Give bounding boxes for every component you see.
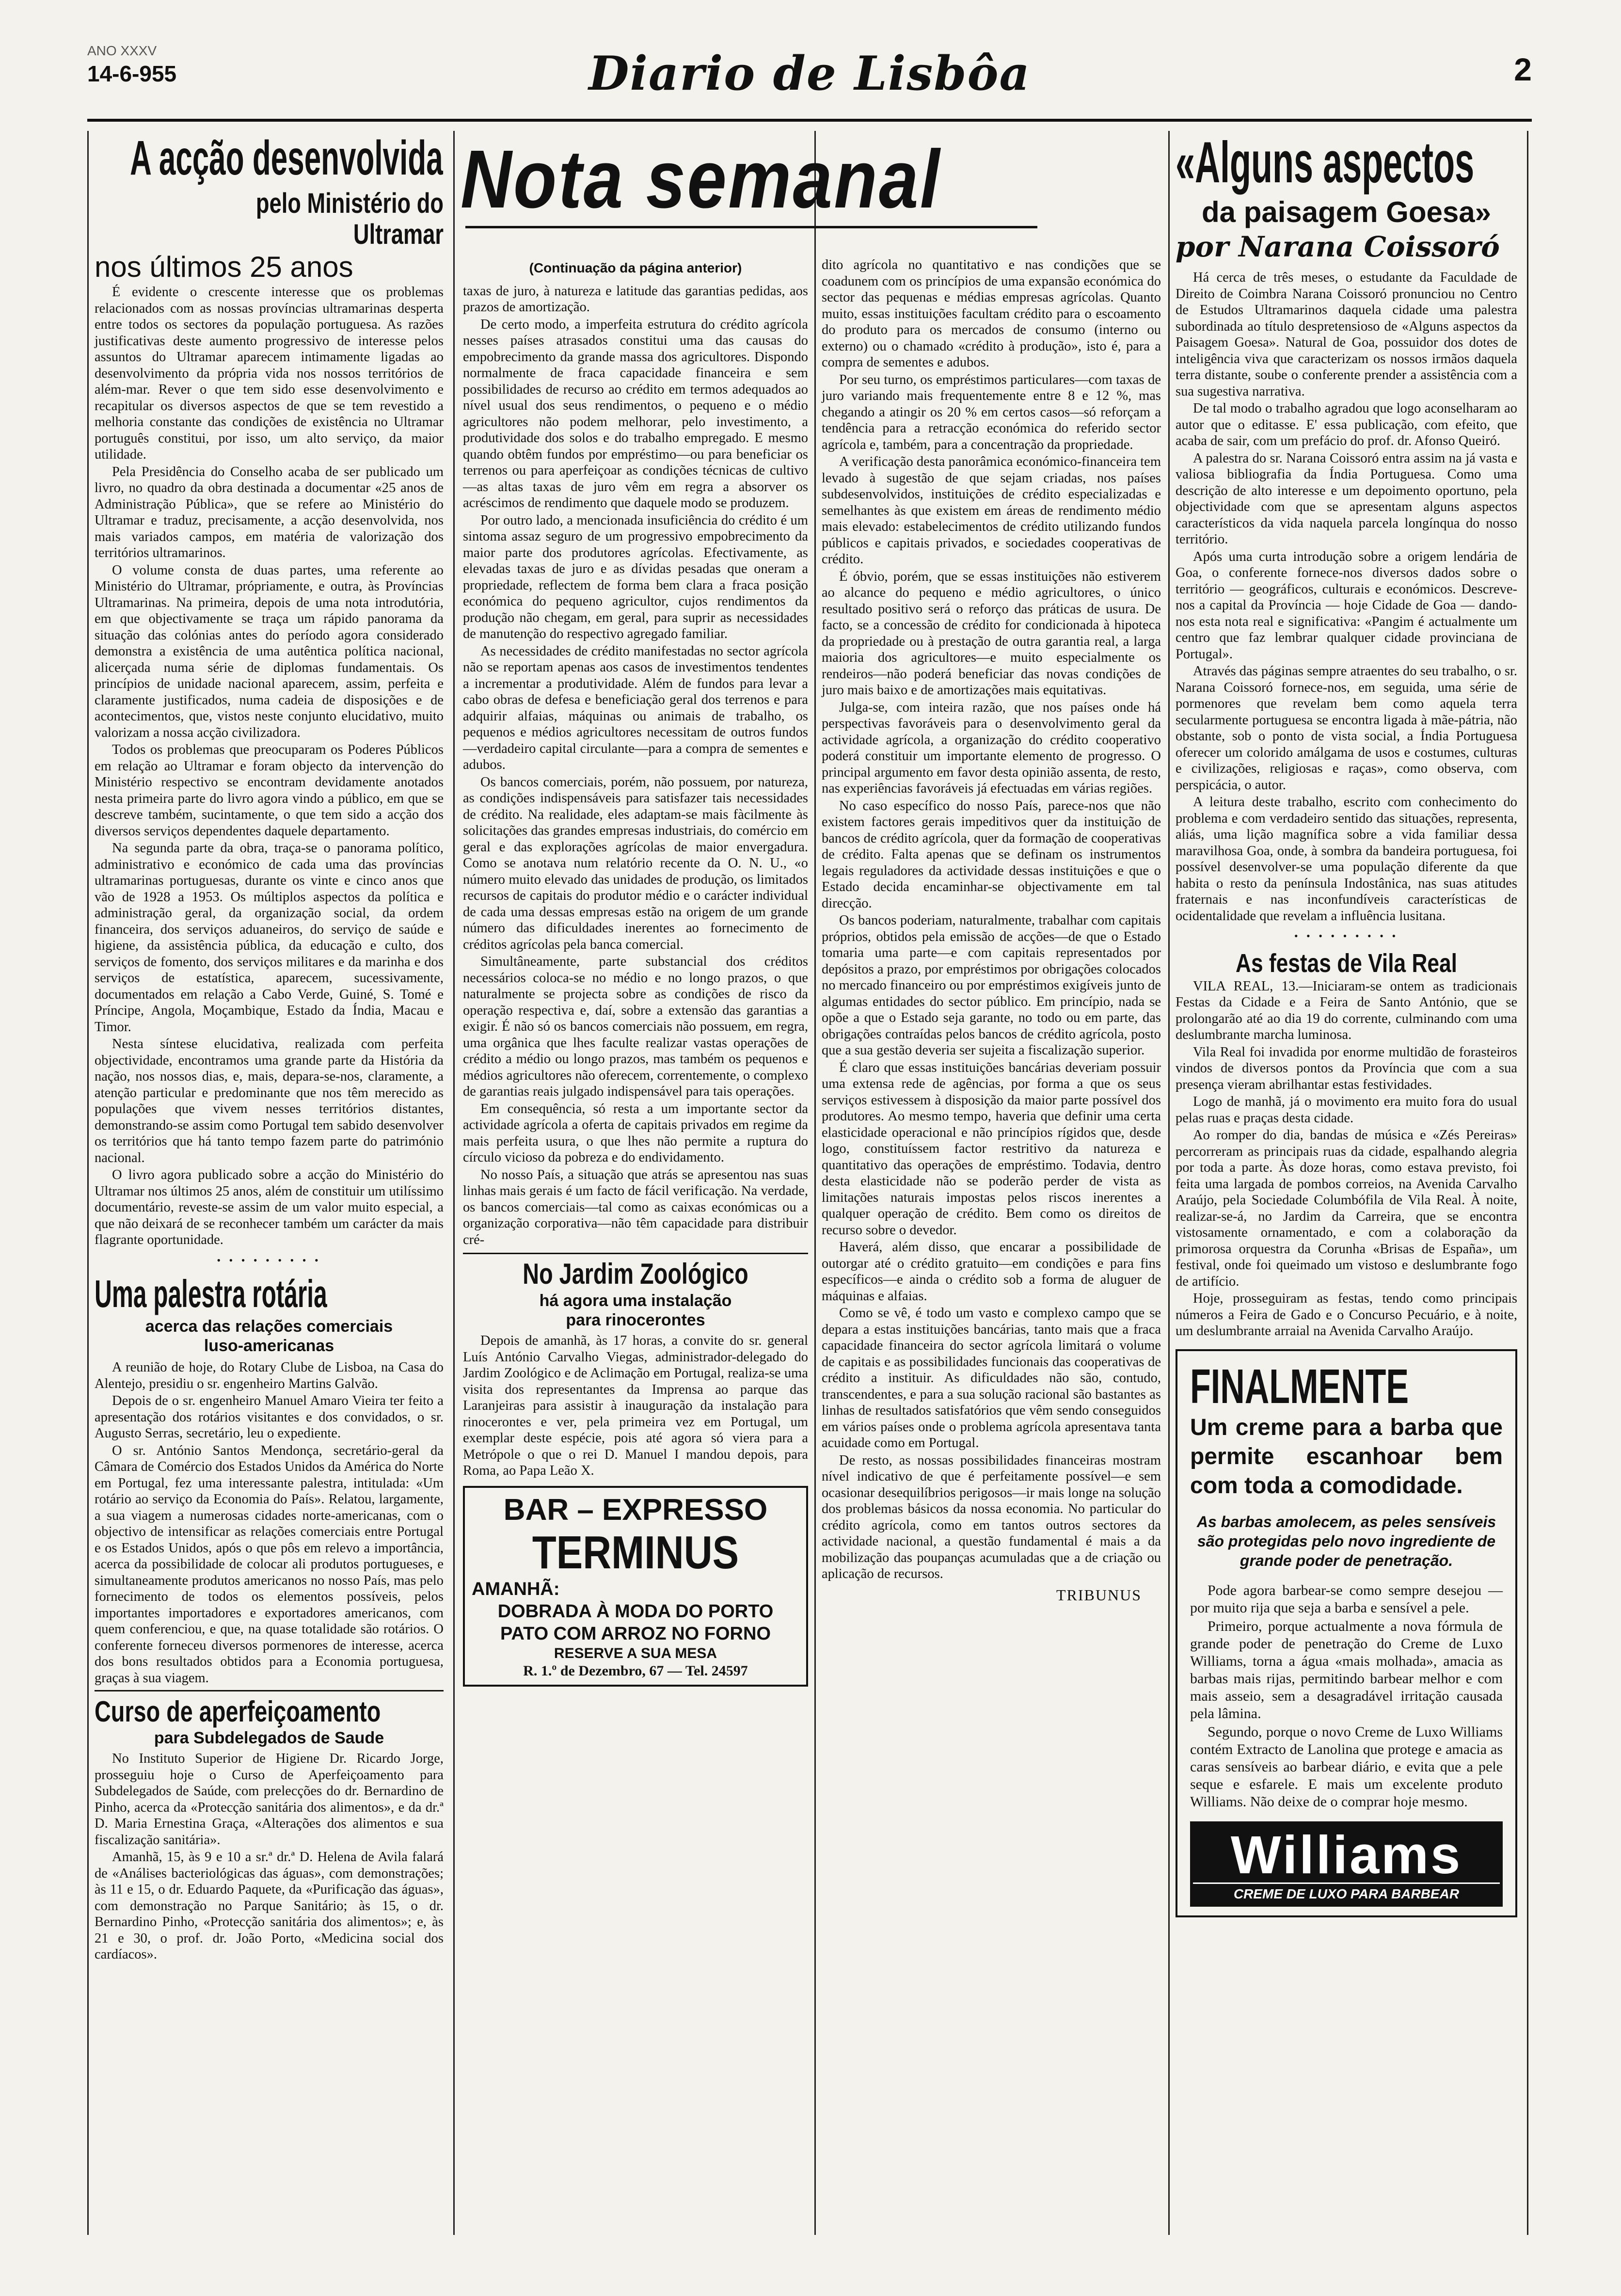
column-rule [1168,131,1170,2235]
bar-menu-2: PATO COM ARROZ NO FORNO [500,1623,771,1644]
paragraph: Por seu turno, os empréstimos particulares—com taxas de juro variando mais frequentemente entre 8 e 12 %, mas chegando a atingir os 20 % em certos casos—só reforçam a tendência para a retracção económica do referido sector agrícola e, também, para a concentração da propriedade. [822,372,1161,452]
paragraph: Todos os problemas que preocuparam os Poderes Públicos em relação ao Ultramar e foram objecto da intervenção do Ministério respectivo se encontram devidamente anotados nesta primeira parte do livro agora vindo a público, em que se descreve também, sucintamente, o que tem sido a acção dos diversos serviços dependentes daquele departamento. [95,742,444,839]
paragraph: De resto, as nossas possibilidades financeiras mostram nível indicativo de que é perfeitamente possível—e sem ocasionar desequilíbrios perigosos—ir mais longe na solução dos problemas básicos da nossa economia. No particular do crédito agrícola, como em tantos outros sectores da actividade nacional, a questão fundamental é mais a da mobilização das poupanças acumuladas que a de criação ou aplicação de recursos. [822,1452,1161,1581]
paragraph: Como se vê, é todo um vasto e complexo campo que se depara a estas instituições bancárias, tanto mais que a fraca capacidade financeira do sector agrícola limitará o volume de capitais e as possibilidades funcionais das cooperativas de crédito a instituir. As dificuldades não são, contudo, transcendentes, e para a sua solução racional são bastantes as linhas de resultados satisfatórios que vêm sendo conseguidos em vários países onde o problema agrícola apresentava tanta acuidade como em Portugal. [822,1306,1161,1451]
nota-rule [465,226,1037,228]
paragraph: Hoje, prosseguiram as festas, tendo como principais números a Feira de Gado e o Concurso Pecuário, e à noite, um deslumbrante arraial na Avenida Carvalho Araújo. [1176,1291,1517,1339]
subhead-subdelegados: para Subdelegados de Saude [154,1729,384,1747]
separator: • • • • • • • • • [1294,930,1399,942]
bar-menu-1: DOBRADA À MODA DO PORTO [497,1601,774,1622]
paragraph: A reunião de hoje, do Rotary Clube de Lisboa, na Casa do Alentejo, presidiu o sr. engenheiro Martins Galvão. [95,1360,444,1391]
paragraph: Segundo, porque o novo Creme de Luxo Williams contém Extracto de Lanolina que protege e amacia as caras sensíveis ao barbear diário, e evita que a pele seque e esfarele. E mais um excelente produto Williams. Não deixe de o comprar hoje mesmo. [1190,1723,1503,1810]
paragraph: No Instituto Superior de Higiene Dr. Ricardo Jorge, prosseguiu hoje o Curso de Aperfeiçoamento para Subdelegados de Saúde, com prelecções do dr. Bernardino de Pinho, acerca da «Protecção sanitária dos alimentos», e da dr.ª D. Maria Ernestina Graça, «Alterações dos alimentos e sua fiscalização sanitária». [95,1751,444,1848]
paragraph: Os bancos poderiam, naturalmente, trabalhar com capitais próprios, obtidos pela emissão de acções—de que o Estado tomaria uma parte—e com capitais representados por depósitos a prazo, por empréstimos por obrigações colocados no mercado financeiro ou por empréstimos exigíveis junto de algumas entidades do sector público. Em princípio, nada se opõe a que o Estado seja garante, no todo ou em parte, das obrigações contraídas pelos bancos de crédito agrícola, posto que a sua gestão deveria ser sujeita a fiscalização superior. [822,913,1161,1058]
ad-title: FINALMENTE [1190,1359,1409,1413]
paragraph: Julga-se, com inteira razão, que nos países onde há perspectivas favoráveis para o desenvolvimento geral da actividade agrícola, a organização do crédito cooperativo poderá constituir um importante elemento de progresso. O principal argumento em favor desta opinião assenta, de resto, nas experiências favoráveis já efectuadas em várias regiões. [822,700,1161,796]
ad-subhead: As barbas amolecem, as peles sensíveis são protegidas pelo novo ingrediente de grande poder de penetração. [1196,1513,1496,1569]
bar-reserve: RESERVE A SUA MESA [554,1645,717,1661]
paragraph: No nosso País, a situação que atrás se apresentou nas suas linhas mais gerais é um facto de fácil verificação. Na verdade, os bancos comerciais—tal como as caixas económicas ou a organização corporativa—não têm capacidade para distribuir cré- [463,1167,808,1247]
headline-curso: Curso de aperfeiçoamento [95,1695,381,1728]
subhead-relacoes: acerca das relações comerciais [145,1317,393,1336]
williams-logo [1190,1821,1503,1907]
paragraph: Através das páginas sempre atraentes do seu trabalho, o sr. Narana Coissoró fornece-nos, em seguida, uma série de pormenores que revelam bem como aquela terra secularmente portuguesa se encontra ligada à mãe-pátria, não obstante, sob o ponto de vista social, a Índia Portuguesa oferecer um colorido amálgama de usos e costumes, culturas e civilizações, religiosas e raças», como observa, com perspicácia, o autor. [1176,664,1517,793]
headline-alguns-aspectos: «Alguns aspectos [1176,131,1475,195]
headline-accao: A acção desenvolvida [130,131,443,185]
paragraph: No caso específico do nosso País, parece-nos que não existem factores gerais impeditivos quer da instituição de bancos de crédito agrícola, quer da formação de cooperativas de crédito. Falta apenas que se definam os instrumentos legais reguladores da actividade dessas instituições e que o Estado decida encaminhar-se objectivamente em tal direcção. [822,798,1161,911]
newspaper-title: Diario de Lisbôa [588,46,1031,101]
paragraph: A leitura deste trabalho, escrito com conhecimento do problema e com verdadeiro sentido das situações, representa, aliás, uma lição magnífica sobre a vida familiar dessa maravilhosa Goa, onde, à sombra da bandeira portuguesa, foi possível desenvolver-se uma população diferente da que habita o resto da península Indostânica, nas suas atitudes fraternais e nas inconfundíveis características de ocidentalidade que revelam a influência lusitana. [1176,795,1517,924]
headline-vila-real: As festas de Vila Real [1236,948,1457,978]
bar-address: R. 1.º de Dezembro, 67 — Tel. 24597 [523,1662,748,1679]
headline-palestra: Uma palestra rotária [95,1272,327,1315]
ad-williams [1176,1349,1517,1918]
bar-brand: TERMINUS [532,1526,739,1578]
subhead-instalacao: há agora uma instalação [539,1292,732,1310]
paragraph: taxas de juro, à natureza e latitude das garantias pedidas, aos prazos de amortização. [463,283,808,315]
paragraph: Haverá, além disso, que encarar a possibilidade de outorgar até o crédito gratuito—em condições e para fins específicos—e ainda o crédito sob a forma de aluguer de máquinas e alfaias. [822,1240,1161,1304]
ad-bar-terminus [463,1486,808,1687]
paragraph: A palestra do sr. Narana Coissoró entra assim na já vasta e valiosa bibliografia da Índia Portuguesa. Como uma descrição de alto interesse e um depoimento oportuno, pela objectividade com que se apresentam alguns aspectos característicos da vida naquela parcela longínqua do nosso território. [1176,450,1517,547]
paragraph: Os bancos comerciais, porém, não possuem, por natureza, as condições indispensáveis para satisfazer tais necessidades de crédito. Na realidade, eles adaptam-se mais fàcilmente às solicitações das grandes empresas industriais, do comércio em geral e das explorações agrícolas de maior envergadura. Como se anotava num relatório recente da O. N. U., «o número muito elevado das unidades de produção, os limitados recursos de capitais do produtor médio e o carácter individual de cada uma dessas empresas estão na origem de um grande número das dificuldades inerentes ao fornecimento de créditos agrícolas pela banca comercial. [463,774,808,952]
paragraph: Ao romper do dia, bandas de música e «Zés Pereiras» percorreram as principais ruas da cidade, espalhando alegria por toda a parte. Às doze horas, como estava previsto, foi feita uma largada de pombos correios, na Avenida Carvalho Araújo, pela Sociedade Columbófila de Vila Real. À noite, realizar-se-á, no Jardim da Carreira, que se encontra vistosamente ornamentado, e com a colaboração da primorosa orquestra da Corunha «Brisas de España», um festival, onde foi queimado um vistoso e deslumbrante fogo de artifício. [1176,1128,1517,1289]
article-ultramar-body [95,284,444,1248]
paragraph: Na segunda parte da obra, traça-se o panorama político, administrativo e económico de cada uma das províncias ultramarinas portuguesas, durante os vinte e cinco anos que vão de 1928 a 1953. Os múltiplos aspectos da política e administração geral, da organização social, da ordem financeira, dos serviços aduaneiros, do serviço de saúde e higiene, da assistência pública, da educação e culto, dos serviços de fomento, dos serviços militares e da marinha e dos serviços de estatística, aparecem, sucessivamente, documentados em relação a Cabo Verde, Guiné, S. Tomé e Príncipe, Angola, Moçambique, Estado da Índia, Macau e Timor. [95,841,444,1035]
headline-ministerio: pelo Ministério do Ultramar [255,188,444,250]
corner-mark: ANO XXXV [87,43,157,58]
bar-name: BAR – EXPRESSO [503,1493,768,1527]
paragraph: Depois de amanhã, às 17 horas, a convite do sr. general Luís António Carvalho Viegas, administrador-delegado do Jardim Zoológico e de Aclimação em Portugal, realiza-se uma visita dos representantes da Imprensa ao parque das Laranjeiras para assistir à inauguração da instalação para rinocerontes e ver, pela primeira vez em Portugal, um exemplar deste espécie, pois até agora só viera para a Metrópole o que o rei D. Manuel I mandou depois, para Roma, ao Papa Leão X. [463,1333,808,1478]
divider [463,1253,808,1254]
paragraph: VILA REAL, 13.—Iniciaram-se ontem as tradicionais Festas da Cidade e a Feira de Santo António, que se prolongarão até ao dia 19 do corrente, culminando com uma deslumbrante marcha luminosa. [1176,978,1517,1042]
continuation-note: (Continuação da página anterior) [529,260,742,275]
headline-nota-semanal: Nota semanal [461,133,941,225]
paragraph: Nesta síntese elucidativa, realizada com perfeita objectividade, encontramos uma grande parte da História da nação, nos nossos dias, e, mais, depara-se-nos, claramente, a atenção particular e predominante que nos têm merecido as populações que vivem nesses territórios distantes, demonstrando-se assim como Portugal tem sabido desenvolver os territórios que há tanto tempo fazem parte do património nacional. [95,1036,444,1165]
separator: • • • • • • • • • [217,1254,321,1266]
paragraph: O livro agora publicado sobre a acção do Ministério do Ultramar nos últimos 25 anos, além de constituir um utilíssimo documentário, reveste-se assim de um valor muito especial, a que não deixará de se reconhecer também um carácter da mais flagrante oportunidade. [95,1167,444,1247]
issue-date: 14-6-955 [87,61,177,86]
column-ultramar [95,131,444,2223]
bar-amanha: AMANHÃ: [472,1578,560,1599]
logo-tagline: CREME DE LUXO PARA BARBEAR [1193,1882,1500,1902]
paragraph: O sr. António Santos Mendonça, secretário-geral da Câmara de Comércio dos Estados Unidos da América do Norte em Portugal, fez uma interessante palestra, intitulada: «Um rotário ao serviço da Economia do País». Relatou, largamente, a sua viagem a numerosas cidades norte-americanas, com o objectivo de intensificar as relações comerciais entre Portugal e os Estados Unidos, após o que pôs em relevo a importância, acerca da possibilidade de colocar ali produtos portugueses, e simultaneamente produtos americanos no nosso País, mas pelo fornecimento de todos os elementos possíveis, pelos importantes importadores e exportadores americanos, com quem conferenciou, e que, na quase totalidade são rotários. O conferente forneceu diversos pormenores de interesse, acerca dos bons resultados obtidos para a Economia portuguesa, graças à sua viagem. [95,1443,444,1686]
paragraph: Logo de manhã, já o movimento era muito fora do usual pelas ruas e praças desta cidade. [1176,1094,1517,1126]
paragraph: dito agrícola no quantitativo e nas condições que se coadunem com os princípios de uma expansão económica do sector das pequenas e médias empresas agrícolas. Quanto muito, essas instituições facultam crédito para o escoamento do produto para os mercados de consumo (interno ou externo) ou o chamado «crédito à produção», isto é, para a compra de sementes e adubos. [822,257,1161,370]
paragraph: De tal modo o trabalho agradou que logo aconselharam ao autor que o editasse. E' essa publicação, com efeito, que acaba de sair, com um prefácio do prof. dr. Afonso Queiró. [1176,401,1517,448]
divider [95,1690,444,1691]
paragraph: As necessidades de crédito manifestadas no sector agrícola não se reportam apenas aos casos de investimentos tendentes a incrementar a produtividade. Além de fundos para levar a cabo obras de defesa e beneficiação geral dos terrenos e para adquirir alfaias, máquinas ou animais de trabalho, os pequenos e médios agricultores necessitam de outros fundos—verdadeiro capital circulante—para a compra de sementes e adubos. [463,643,808,772]
column-nota-semanal-2 [822,257,1161,2223]
paragraph: A verificação desta panorâmica económico-financeira tem levado à sugestão de que sejam criadas, nos países subdesenvolvidos, instituições de crédito especializadas e semelhantes às que existem em áreas de rendimento médio mais elevado: estabelecimentos de crédito utilizando fundos públicos e capitais privados, e sociedades cooperativas de crédito. [822,454,1161,567]
paragraph: Depois de o sr. engenheiro Manuel Amaro Vieira ter feito a apresentação dos rotários visitantes e dos convidados, o sr. Augusto Serras, secretário, leu o expediente. [95,1393,444,1441]
column-nota-semanal-1 [463,257,808,2223]
paragraph: Há cerca de três meses, o estudante da Faculdade de Direito de Coimbra Narana Coissoró pronunciou no Centro de Estudos Ultramarinos daquela cidade uma palestra subordinada ao título despretensioso de «Alguns aspectos da Paisagem Goesa». Natural de Goa, possuidor dos dotes de inteligência viva que caracterizam os nossos irmãos daquela terra distante, soube o conferente prender a assistência com a sua sugestiva narrativa. [1176,270,1517,399]
subhead-rinocerontes: para rinocerontes [566,1311,705,1329]
paragraph: É evidente o crescente interesse que os problemas relacionados com as nossas províncias ultramarinas desperta entre todos os sectores da população portuguesa. As razões justificativas deste aumento progressivo de interesse pelos assuntos do Ultramar aparecem intimamente ligadas ao desenvolvimento da própria vida nos nossos territórios de além-mar. Rever o que tem sido esse desenvolvimento e recapitular os diversos aspectos de que se tem revestido a melhoria constante das condições de existência no Ultramar português constitui, por isso, um alto serviço, da maior utilidade. [95,285,444,462]
paragraph: Em consequência, só resta a um importante sector da actividade agrícola a oferta de capitais privados em regime da mais perfeita usura, o que lhes não permite a ruptura do círculo vicioso da pobreza e do endividamento. [463,1101,808,1165]
headline-paisagem: da paisagem Goesa» [1202,196,1491,228]
headline-zoologico: No Jardim Zoológico [523,1258,748,1290]
paragraph: O volume consta de duas partes, uma referente ao Ministério do Ultramar, própriamente, e outra, às Províncias Ultramarinas. Na primeira, depois de uma nota introdutória, em que objectivamente se traça um rápido panorama da situação das colónias antes do período agora considerado demonstra a existência de uma autêntica política nacional, alicerçada numa série de diplomas fundamentais. Os princípios de unidade nacional aparecem, assim, perfeita e claramente justificados, numa cadeia de disposições e de acontecimentos, que, vistos neste conjunto elucidativo, muito valorizam a nossa acção civilizadora. [95,562,444,740]
subhead-luso: luso-americanas [204,1337,334,1355]
column-goa [1176,131,1517,2223]
masthead [87,43,1532,128]
column-rule [87,131,89,2235]
paragraph: Amanhã, 15, às 9 e 10 a sr.ª dr.ª D. Helena de Avila falará de «Análises bacteriológicas das águas», com demonstrações; às 11 e 15, o dr. Eduardo Paquete, da «Purificação das águas», com demonstração no Parque Sanitário; às 15, o dr. Bernardino Pinho, «Protecção sanitária dos alimentos»; e, às 21 e 30, o prof. dr. João Porto, «Medicina social dos cardíacos». [95,1850,444,1962]
ad-body [1190,1582,1503,1811]
paragraph: De certo modo, a imperfeita estrutura do crédito agrícola nesses países atrasados constitui uma das causas do empobrecimento da grande massa dos agricultores. Dispondo normalmente de fraca capacidade financeira e sem possibilidades de recurso ao crédito em termos adequados ao nível usual dos seus rendimentos, o pequeno e o médio agricultores não podem melhorar, pelo investimento, a produtividade dos solos e do trabalho empregado. E mesmo quando obtêm fundos por empréstimo—ou para beneficiar os terrenos ou para aperfeiçoar as condições técnicas de cultivo—as altas taxas de juro vêm em regra a absorver os acréscimos de rendimento que daquele modo se produzem. [463,317,808,510]
paragraph: Primeiro, porque actualmente a nova fórmula de grande poder de penetração do Creme de Luxo Williams, torna a água «mais molhada», amacia as barbas mais rijas, permitindo barbear melhor e com mais asseio, sem a desagradável irritação causada pela lâmina. [1190,1618,1503,1722]
logo-text: Williams [1230,1825,1462,1885]
paragraph: Simultâneamente, parte substancial dos créditos necessários coloca-se no médio e no longo prazos, o que naturalmente se projecta sobre as condições de risco da operação respectiva e, daí, sobre a extensão das garantias a exigir. É não só os bancos comerciais não possuem, em regra, uma orgânica que lhes faculte realizar vastas operações de crédito a médio ou longo prazos, mas também os pequenos e médios agricultores não oferecem, correntemente, o complexo de garantias reais julgado indispensável para tais operações. [463,954,808,1099]
paragraph: Por outro lado, a mencionada insuficiência do crédito é um sintoma assaz seguro de um progressivo empobrecimento da maior parte dos produtores agrícolas. Efectivamente, as elevadas taxas de juro e as dívidas pesadas que oneram a propriedade, reflectem de forma bem clara a fraca posição económica do pequeno agricultor, cujos rendimentos da produção não chegam, em geral, para suprir as necessidades de manutenção do respectivo agregado familiar. [463,512,808,641]
page-number: 2 [1514,51,1532,87]
paragraph: É óbvio, porém, que se essas instituições não estiverem ao alcance do pequeno e médio agricultores, o único resultado positivo será o reforço das práticas de usura. De facto, se a concessão de crédito for condicionada à hipoteca da propriedade ou à prestação de outra garantia real, a larga maioria dos agricultores—e muito especialmente os rendeiros—não poderá beneficiar das novas condições de juro mais baixo e de amortizações mais equitativas. [822,569,1161,698]
column-rule [453,131,455,2235]
paragraph: É claro que essas instituições bancárias deveriam possuir uma extensa rede de agências, por forma a que os seus serviços estivessem à disposição da maior parte possível dos produtores. Ao mesmo tempo, haveria que definir uma certa elasticidade operacional e não princípios rígidos que, desde logo, constituíssem factor restritivo da natureza e quantitativo das operações de empréstimo. Todavia, dentro desta elasticidade não se poderão perder de vista as limitações naturais impostas pelos riscos inerentes a qualquer operação de crédito. Bem como os direitos de recurso sobre o devedor. [822,1060,1161,1238]
headline-author: por Narana Coissoró [1176,230,1500,263]
nota-header [461,133,1047,238]
paragraph: Vila Real foi invadida por enorme multidão de forasteiros vindos de diversos pontos da Província que com a sua presença vieram abrilhantar estas festividades. [1176,1044,1517,1092]
column-rule [814,131,816,2235]
column-rule [1527,131,1528,2235]
signature: TRIBUNUS [1056,1586,1142,1604]
headline-anos: nos últimos 25 anos [95,251,353,283]
masthead-rule [87,119,1532,122]
ad-headline: Um creme para a barba que permite escanhoar bem com toda a comodidade. [1190,1414,1503,1499]
paragraph: Pela Presidência do Conselho acaba de ser publicado um livro, no quadro da obra destinada a documentar «25 anos de Administração Pública», que se refere ao Ministério do Ultramar e traduz, precisamente, a acção desenvolvida, nos mais variados campos, em matéria de valorização dos territórios ultramarinos. [95,464,444,560]
paragraph: Após uma curta introdução sobre a origem lendária de Goa, o conferente fornece-nos diversos dados sobre o território — geográficos, culturais e económicos. Descreve-nos a capital da Província — hoje Cidade de Goa — dando-nos esta nota real e significativa: «Pangim é actualmente um centro que faz lembrar qualquer cidade provinciana de Portugal». [1176,549,1517,662]
paragraph: Pode agora barbear-se como sempre desejou — por muito rija que seja a barba e sensível a pele. [1190,1582,1503,1616]
